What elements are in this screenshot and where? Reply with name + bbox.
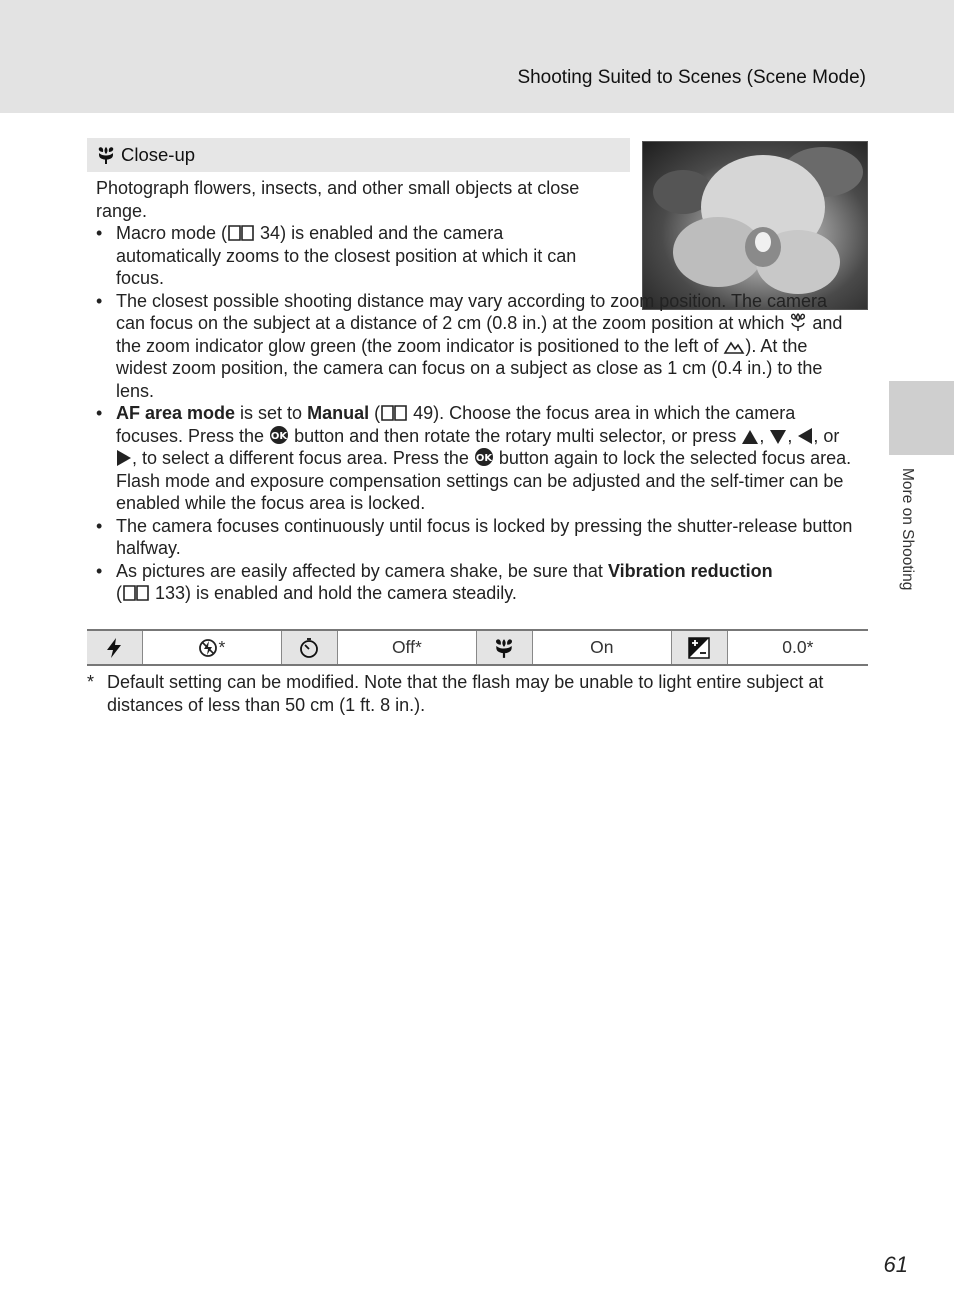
macro-mode-icon-cell	[476, 631, 532, 664]
svg-text:OK: OK	[475, 453, 492, 464]
book-reference-icon	[122, 584, 150, 602]
exposure-icon-cell	[671, 631, 727, 664]
macro-flower-icon	[789, 312, 807, 332]
flash-mode-value: *	[142, 631, 281, 664]
section-title: Close-up	[121, 144, 196, 165]
section-heading	[87, 138, 630, 172]
svg-text:OK: OK	[270, 430, 288, 442]
exposure-value: 0.0*	[727, 631, 868, 664]
bullet-shooting-distance: • The closest possible shooting distance may vary according to zoom position. The camera can focus on the subject at a distance of 2 cm (0.8 in.) at the zoom position at which and the zoom indicator glow green (the zoom indicator is positioned to the left of ). At the widest zoom position, the camera can focus on a subject as close as 1 cm (0.4 in.) to the lens.	[96, 290, 858, 403]
footnote-marker: *	[87, 672, 95, 692]
macro-mode-icon	[493, 637, 515, 659]
macro-mode-value: On	[532, 631, 671, 664]
page-number: 61	[883, 1252, 908, 1277]
chapter-side-label: More on Shooting	[899, 468, 916, 591]
mountain-icon	[723, 339, 745, 355]
book-reference-icon	[227, 224, 255, 242]
ok-button-icon	[474, 447, 494, 467]
arrow-down-icon	[769, 429, 787, 445]
footnote-text: Default setting can be modified. Note that the flash may be unable to light entire subject at distances of less than 50 cm (1 ft. 8 in.).	[107, 672, 824, 715]
flash-icon	[105, 637, 123, 659]
book-reference-icon	[380, 404, 408, 422]
self-timer-icon-cell	[281, 631, 337, 664]
self-timer-value: Off*	[337, 631, 476, 664]
arrow-left-icon	[797, 427, 813, 445]
bullet-continuous-focus: • The camera focuses continuously until focus is locked by pressing the shutter-release button halfway.	[96, 515, 858, 560]
exposure-compensation-icon	[688, 637, 710, 659]
bullet-macro-mode: • Macro mode ( 34) is enabled and the camera automatically zooms to the closest position at which it can focus.	[96, 222, 608, 290]
default-settings-table	[87, 629, 868, 666]
page-header-title: Shooting Suited to Scenes (Scene Mode)	[517, 67, 866, 88]
footnote	[87, 671, 867, 716]
arrow-right-icon	[116, 449, 132, 467]
chapter-tab	[889, 381, 954, 455]
self-timer-icon	[298, 637, 320, 659]
close-up-flower-icon	[96, 145, 116, 165]
header-band	[0, 0, 954, 113]
body-text	[96, 177, 858, 605]
bullet-af-area-mode: • AF area mode is set to Manual ( 49). Choose the focus area in which the camera focuses. Press the OK button and then rotate the rotary multi selector, or press , , , or , to select a different focus area. Press the OK button again to lock the selected focus area. Flash mode and exposure compensation settings can be adjusted and the self-timer can be enabled while the focus area is locked.	[96, 402, 858, 515]
bullet-vibration-reduction: • As pictures are easily affected by camera shake, be sure that Vibration reduction ( 133) is enabled and hold the camera steadily.	[96, 560, 858, 605]
flash-off-icon	[198, 638, 218, 658]
ok-button-icon	[269, 425, 289, 445]
flash-mode-icon-cell	[87, 631, 142, 664]
intro-paragraph: Photograph flowers, insects, and other small objects at close range.	[96, 178, 580, 221]
arrow-up-icon	[741, 429, 759, 445]
